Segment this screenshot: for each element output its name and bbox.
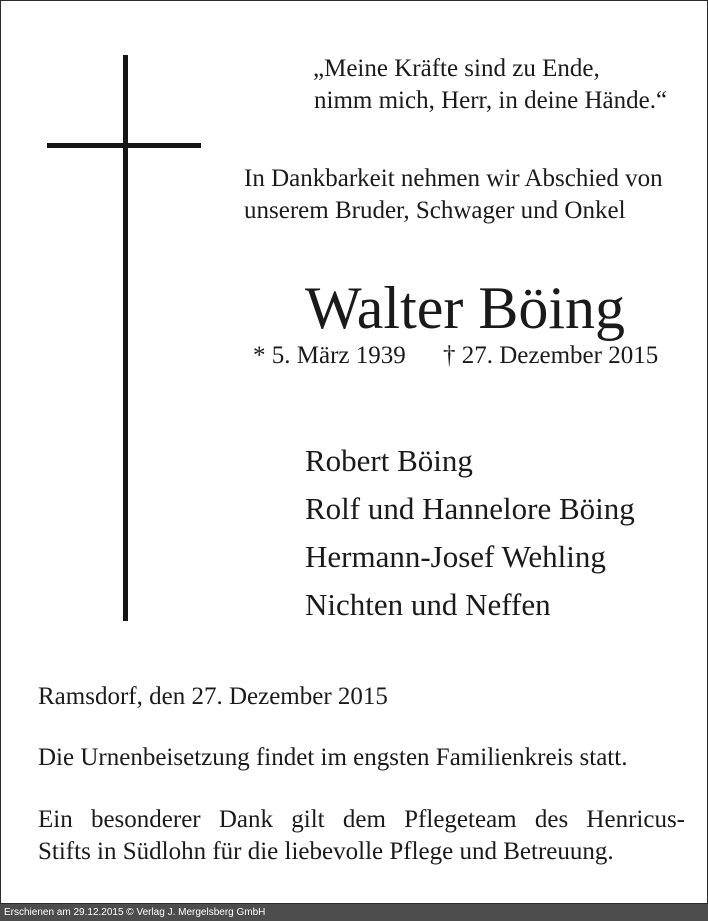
mourner-name: Rolf und Hannelore Böing xyxy=(305,491,635,526)
thanks-line-2: Stifts in Südlohn für die liebevolle Pflege und Betreuung. xyxy=(38,838,614,865)
bible-quote xyxy=(313,53,667,117)
cross-icon-horizontal-beam xyxy=(47,143,201,148)
publication-footer: Erschienen am 29.12.2015 © Verlag J. Mergelsberg GmbH xyxy=(0,904,708,921)
thanks-line-1: Ein besonderer Dank gilt dem Pflegeteam des Henricus- xyxy=(38,806,685,833)
mourner-name: Robert Böing xyxy=(305,443,473,478)
place-and-date: Ramsdorf, den 27. Dezember 2015 xyxy=(38,683,388,710)
funeral-note: Die Urnenbeisetzung findet im engsten Familienkreis statt. xyxy=(38,744,628,771)
quote-line-1: „Meine Kräfte sind zu Ende, xyxy=(313,55,600,82)
mourners-list xyxy=(305,437,635,629)
death-date: † 27. Dezember 2015 xyxy=(443,342,659,369)
mourner-name: Nichten und Neffen xyxy=(305,587,551,622)
birth-date: * 5. März 1939 xyxy=(253,342,406,369)
deceased-name: Walter Böing xyxy=(304,275,626,341)
intro-text xyxy=(244,163,663,227)
mourner-name: Hermann-Josef Wehling xyxy=(305,539,606,574)
intro-line-1: In Dankbarkeit nehmen wir Abschied von xyxy=(244,165,663,192)
quote-line-2: nimm mich, Herr, in deine Hände.“ xyxy=(314,87,668,114)
intro-line-2: unserem Bruder, Schwager und Onkel xyxy=(244,197,626,224)
thanks-note xyxy=(38,804,685,868)
